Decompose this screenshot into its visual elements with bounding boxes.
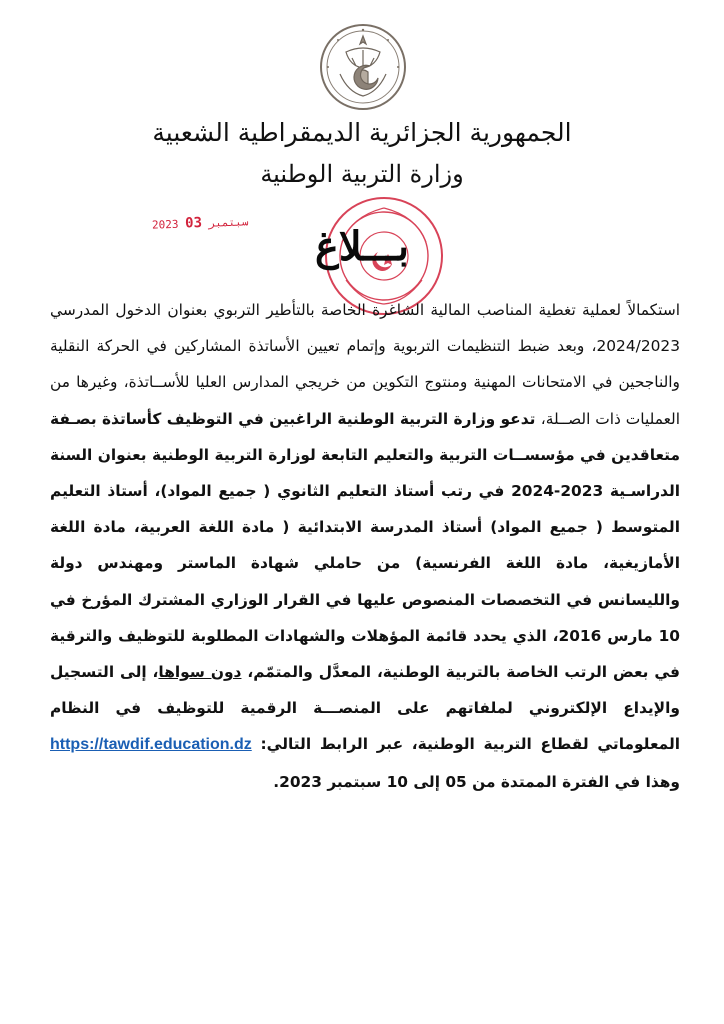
announcement-title: بـــلاغ xyxy=(314,223,410,270)
date-stamp-month: سبتمبر xyxy=(208,215,249,230)
republic-name: الجمهورية الجزائرية الديمقراطية الشعبية xyxy=(152,118,572,147)
tawdif-platform-link[interactable]: https://tawdif.education.dz xyxy=(50,736,252,754)
body-paragraph-intro: استكمالاً لعملية تغطية المناصب المالية الشاغرة الخاصة بالتأطير التربوي بعنوان الدخول المدرسي 2024/2023، وبعد ضبط التنظيمات التربوية وإتمام تعيين الأساتذة المشاركين في الحركة النقلية والناجحين في الامتحانات المهنية ومنتوج التكوين من خريجي المدارس العليا للأســاتذة، وغيرها من العمليات ذات الصــلة، xyxy=(50,301,680,428)
date-stamp-day: 03 xyxy=(184,214,203,232)
date-stamp-year: 2023 xyxy=(151,217,179,232)
body-paragraph-period: وهذا في الفترة الممتدة من 05 إلى 10 سبتمبر 2023. xyxy=(273,772,680,791)
national-emblem-icon xyxy=(318,22,408,112)
ministry-name: وزارة التربية الوطنية xyxy=(260,160,464,188)
body-paragraph-registration: ، إلى التسجيل والإيداع الإلكتروني لملفاتهم على المنصـــة الرقمية للتوظيف في النظام المعلوماتي لقطاع التربية الوطنية، عبر الرابط التالي: xyxy=(50,663,680,754)
announcement-body xyxy=(50,292,680,800)
body-paragraph-call: تدعو وزارة التربية الوطنية الراغبين في التوظيف كأساتذة بصـفة متعاقدين في مؤسســات التربية والتعليم التابعة لوزارة التربية الوطنية بعنوان السنة الدراسـية 2023-2024 في رتب أستاذ التعليم الثانوي ( جميع المواد)، أستاذ التعليم المتوسط ( جميع المواد) أستاذ المدرسة الابتدائية ( مادة اللغة العربية، مادة اللغة الأمازيغية، مادة اللغة الفرنسية) من حاملي شهادة الماستر ومهندس دولة والليسانس في التخصصات المنصوص عليها في القرار الوزاري المشترك المؤرخ في 10 مارس 2016، الذي يحدد قائمة المؤهلات والشهادات المطلوبة للتوظيف والترقية في بعض الرتب الخاصة بالتربية الوطنية، المعدَّل والمتمّم، xyxy=(50,409,680,682)
body-emphasis-only: دون سواها xyxy=(158,663,242,682)
